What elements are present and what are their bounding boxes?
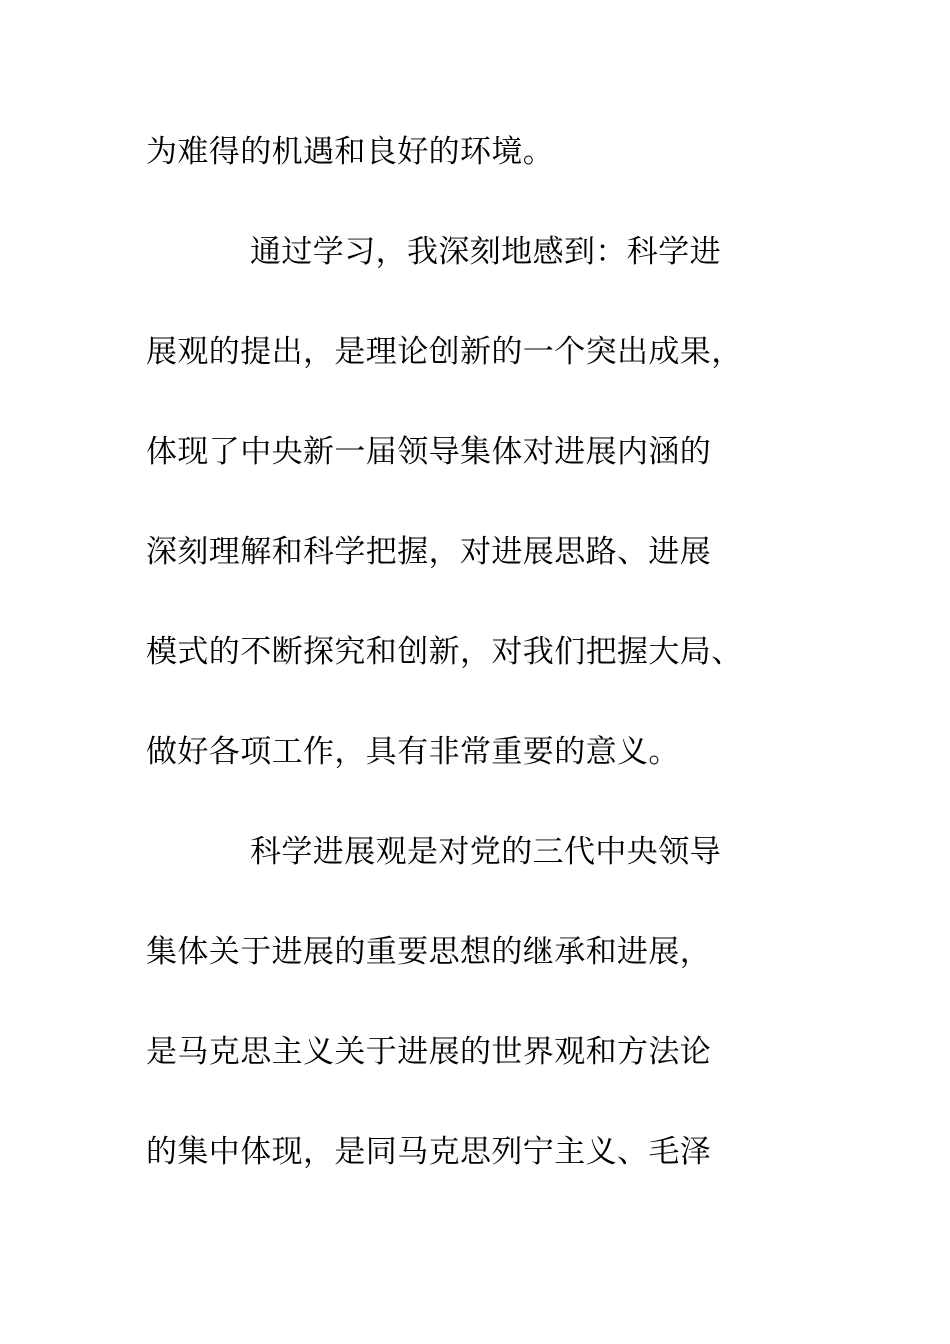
text-line-7: 做好各项工作，具有非常重要的意义。	[146, 734, 680, 770]
text-line-6: 模式的不断探究和创新，对我们把握大局、	[146, 634, 743, 670]
text-line-5: 深刻理解和科学把握，对进展思路、进展	[146, 534, 712, 570]
text-line-9: 集体关于进展的重要思想的继承和进展，	[146, 934, 712, 970]
text-line-3: 展观的提出，是理论创新的一个突出成果，	[146, 334, 743, 370]
text-line-1: 为难得的机遇和良好的环境。	[146, 134, 555, 170]
paragraph-start-line-2: 通过学习，我深刻地感到：科学进	[250, 234, 721, 270]
paragraph-start-line-8: 科学进展观是对党的三代中央领导	[250, 834, 721, 870]
text-line-11: 的集中体现，是同马克思列宁主义、毛泽	[146, 1134, 712, 1170]
text-line-10: 是马克思主义关于进展的世界观和方法论	[146, 1034, 712, 1070]
text-line-4: 体现了中央新一届领导集体对进展内涵的	[146, 434, 712, 470]
